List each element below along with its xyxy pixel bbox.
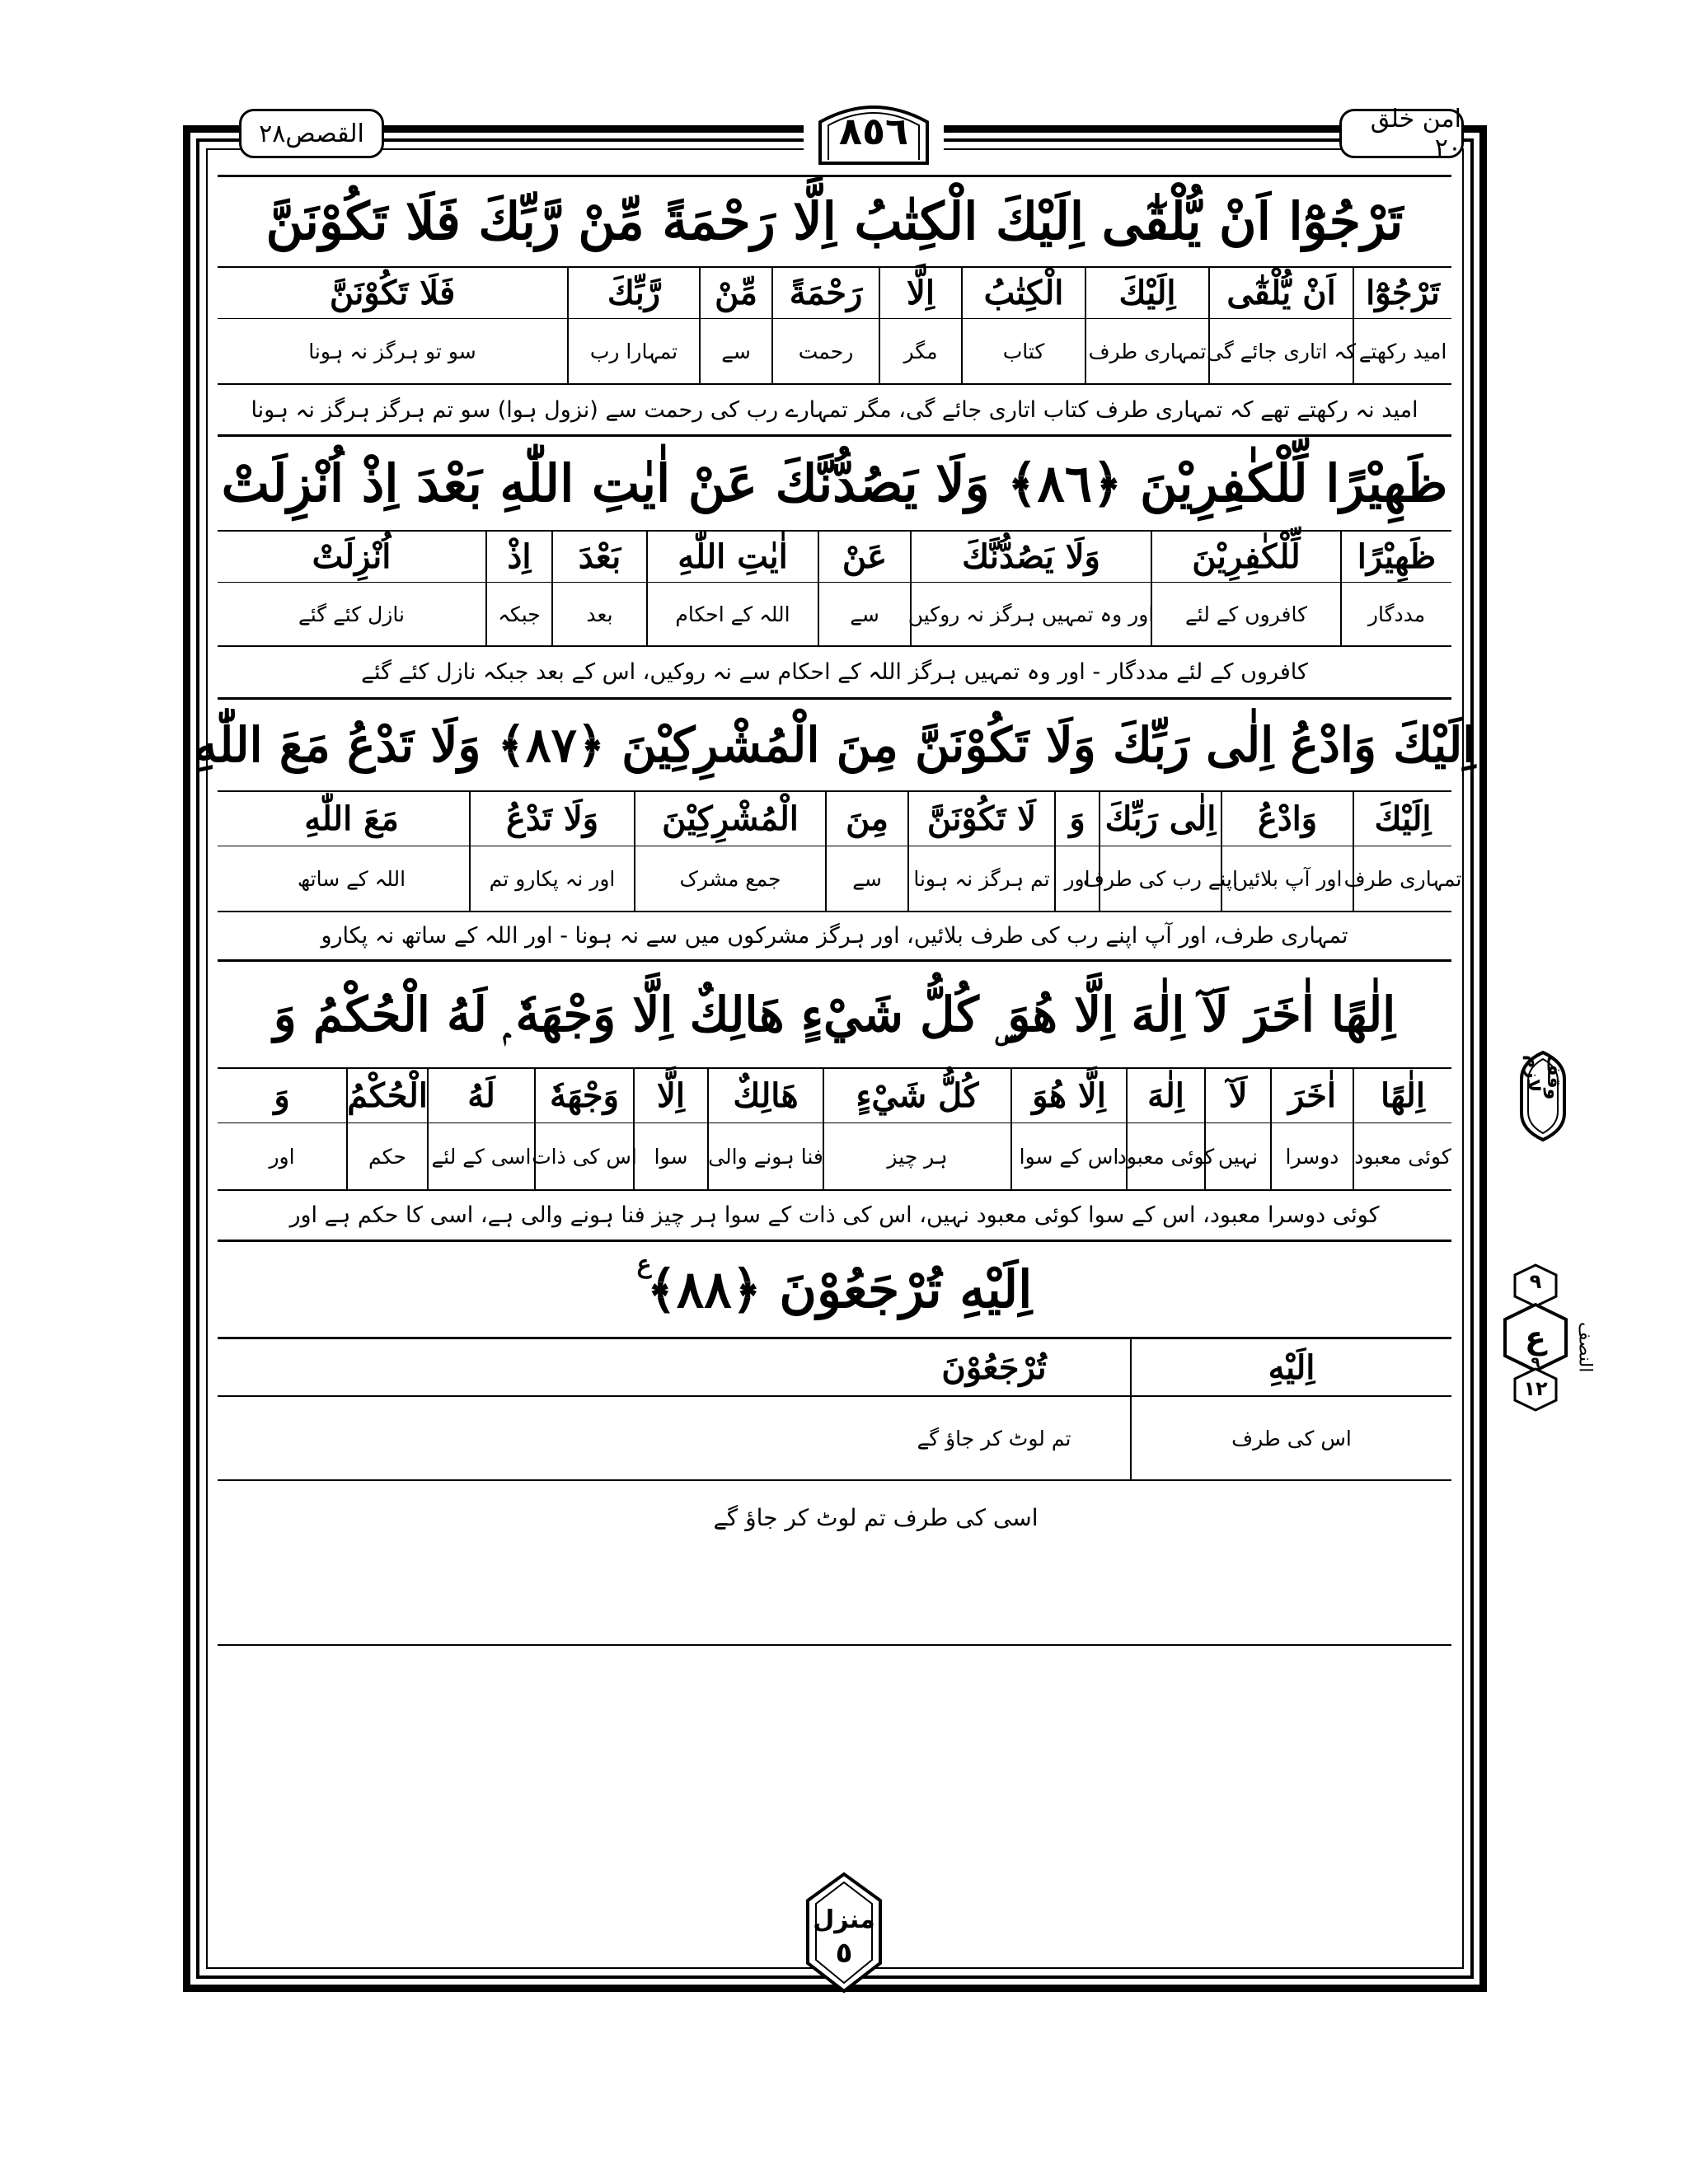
- word-cell: لِّلْكٰفِرِيْنَ: [1151, 532, 1340, 582]
- word-row: [218, 1339, 1451, 1397]
- meaning-cell: جمع مشرک: [634, 846, 825, 911]
- meaning-cell: اللہ کے احکام: [646, 583, 818, 645]
- meaning-cell: مگر: [879, 319, 961, 383]
- meaning-cell: سوا: [633, 1123, 707, 1189]
- meaning-cell: فنا ہونے والی: [707, 1123, 823, 1189]
- word-cell: وَ: [274, 1076, 290, 1115]
- meaning-cell: جبکہ: [485, 583, 551, 645]
- page-number-badge: [804, 97, 944, 170]
- meaning-cell: سے: [818, 583, 910, 645]
- meaning-cell: امید رکھتے: [1353, 319, 1451, 383]
- meaning-cell: اور نہ پکارو تم: [469, 846, 634, 911]
- meaning-row: [218, 319, 1451, 385]
- arabic-verse-line: [218, 1242, 1451, 1339]
- meaning-row: [218, 1123, 1451, 1191]
- word-cell: الْمُشْرِكِيْنَ: [634, 792, 825, 846]
- word-cell: الْكِتٰبُ: [961, 268, 1085, 318]
- word-cell: مَعَ اللّٰهِ: [304, 799, 399, 838]
- page-number: ٨٥٦: [838, 109, 909, 153]
- meaning-cell: اس کی طرف: [1130, 1397, 1451, 1479]
- translation-line: تمہاری طرف، اور آپ اپنے رب کی طرف بلائیں، اور ہرگز مشرکوں میں سے نہ ہونا - اور اللہ کے ساتھ نہ پکارو: [218, 912, 1451, 962]
- meaning-cell: اور: [269, 1144, 295, 1169]
- meaning-cell: سو تو ہرگز نہ ہونا: [308, 339, 476, 363]
- meaning-cell: دوسرا: [1270, 1123, 1353, 1189]
- translation-line: امید نہ رکھتے تھے کہ تمہاری طرف کتاب اتاری جائے گی، مگر تمہارے رب کی رحمت سے (نزول ہوا) سو تم ہرگز ہرگز نہ ہونا: [218, 385, 1451, 437]
- meaning-cell: سے: [699, 319, 771, 383]
- arabic-verse-line: تَرْجُوْٓا اَنْ يُّلْقٰٓى اِلَيْكَ الْكِتٰبُ اِلَّا رَحْمَةً مِّنْ رَّبِّكَ فَلَا تَكُوْنَنَّ: [218, 177, 1451, 268]
- word-cell: تَرْجُوْٓا: [1353, 268, 1451, 318]
- meaning-cell: اس کے سوا: [1010, 1123, 1126, 1189]
- word-cell: ظَهِيْرًا: [1340, 532, 1451, 582]
- empty-cell: [218, 1339, 858, 1395]
- word-cell: لَآ: [1204, 1069, 1270, 1122]
- word-cell: فَلَا تَكُوْنَنَّ: [329, 274, 456, 312]
- para-name-label: امن خلق ٢٠: [1339, 109, 1464, 158]
- surah-name-label: القصص٢٨: [239, 109, 384, 158]
- word-cell: لَهُ: [427, 1069, 534, 1122]
- meaning-cell: اسی کے لئے: [427, 1123, 534, 1189]
- meaning-cell: کہ اتاری جائے گی: [1208, 319, 1353, 383]
- meaning-cell: تمہاری طرف: [1085, 319, 1208, 383]
- translation-grid: [193, 175, 1476, 1646]
- word-row: [218, 1069, 1451, 1123]
- word-cell: وَ: [1054, 792, 1099, 846]
- ruku-badge: [1498, 1265, 1573, 1425]
- word-cell: اِلَيْكَ: [1353, 792, 1451, 846]
- meaning-cell: سے: [825, 846, 907, 911]
- meaning-cell: نہیں: [1204, 1123, 1270, 1189]
- manzil-badge: [798, 1871, 890, 1994]
- word-cell: اِلَيْكَ: [1085, 268, 1208, 318]
- ruku-sub: ٩: [1531, 1354, 1540, 1371]
- translation-line: کوئی دوسرا معبود، اس کے سوا کوئی معبود نہیں، اس کی ذات کے سوا ہر چیز فنا ہونے والی ہے، اسی کا حکم ہے اور: [218, 1191, 1451, 1242]
- meaning-cell: تمہاری طرف: [1353, 846, 1451, 911]
- meaning-cell: تمہارا رب: [567, 319, 699, 383]
- meaning-cell: کوئی معبود: [1353, 1123, 1451, 1189]
- manzil-number: ٥: [835, 1937, 853, 1970]
- word-cell: اُنْزِلَتْ: [312, 537, 392, 576]
- word-cell: اِلٰهًا: [1353, 1069, 1451, 1122]
- translation-line: اسی کی طرف تم لوٹ کر جاؤ گے: [713, 1503, 1039, 1531]
- meaning-cell: تم ہرگز نہ ہونا: [907, 846, 1054, 911]
- meaning-cell: رحمت: [771, 319, 879, 383]
- meaning-cell: حکم: [346, 1123, 427, 1189]
- word-cell: وَلَا تَدْعُ: [469, 792, 634, 846]
- final-verse-text: اِلَيْهِ تُرْجَعُوْنَ ﴿٨٨﴾: [646, 1258, 1033, 1319]
- word-cell: اَنْ يُّلْقٰٓى: [1208, 268, 1353, 318]
- word-cell: لَا تَكُوْنَنَّ: [907, 792, 1054, 846]
- meaning-cell: اس کی ذات: [534, 1123, 633, 1189]
- meaning-cell: ہر چیز: [823, 1123, 1010, 1189]
- ruku-top: ٩: [1529, 1270, 1542, 1293]
- arabic-verse-line: اِلَيْكَ وَادْعُ اِلٰى رَبِّكَ وَلَا تَكُوْنَنَّ مِنَ الْمُشْرِكِيْنَ ﴿٨٧﴾ وَلَا تَدْعُ مَعَ اللّٰهِ: [218, 700, 1451, 792]
- word-row: [218, 532, 1451, 583]
- word-cell: وَادْعُ: [1221, 792, 1353, 846]
- meaning-cell: اللہ کے ساتھ: [297, 866, 406, 891]
- word-cell: وَجْهَهٗ: [534, 1069, 633, 1122]
- meaning-cell: مددگار: [1340, 583, 1451, 645]
- waqf-label: وقف لازم: [1522, 1055, 1564, 1100]
- translation-line: کافروں کے لئے مددگار - اور وہ تمہیں ہرگز اللہ کے احکام سے نہ روکیں، اس کے بعد جبکہ نازل کئے گئے: [218, 647, 1451, 700]
- word-cell: اِلٰهَ: [1126, 1069, 1204, 1122]
- meaning-cell: نازل کئے گئے: [298, 602, 405, 626]
- word-cell: مِنَ: [825, 792, 907, 846]
- word-cell: اٰخَرَ: [1270, 1069, 1353, 1122]
- meaning-cell: کافروں کے لئے: [1151, 583, 1340, 645]
- word-cell: اِلَّا: [879, 268, 961, 318]
- meaning-row: [218, 1397, 1451, 1481]
- meaning-cell: اور آپ بلائیں: [1221, 846, 1353, 911]
- word-cell: وَلَا يَصُدُّنَّكَ: [910, 532, 1151, 582]
- empty-cell: [218, 1397, 858, 1479]
- word-cell: عَنْ: [818, 532, 910, 582]
- meaning-cell: اور: [1054, 846, 1099, 911]
- word-cell: هَالِكٌ: [707, 1069, 823, 1122]
- ruku-mark: ع: [636, 1249, 652, 1279]
- word-cell: اٰيٰتِ اللّٰهِ: [646, 532, 818, 582]
- arabic-verse-line: اِلٰهًا اٰخَرَ لَآ اِلٰهَ اِلَّا هُوَ ۣ كُلُّ شَيْءٍ هَالِكٌ اِلَّا وَجْهَهٗ ۭ لَهُ الْحُكْمُ وَ: [218, 962, 1451, 1069]
- word-cell: اِلَيْهِ: [1130, 1339, 1451, 1395]
- arabic-verse-line: ظَهِيْرًا لِّلْكٰفِرِيْنَ ﴿٨٦﴾ وَلَا يَصُدُّنَّكَ عَنْ اٰيٰتِ اللّٰهِ بَعْدَ اِذْ اُنْزِلَتْ: [218, 437, 1451, 532]
- word-cell: مِّنْ: [699, 268, 771, 318]
- word-cell: كُلُّ شَيْءٍ: [823, 1069, 1010, 1122]
- meaning-cell: بعد: [551, 583, 646, 645]
- word-cell: اِذْ: [485, 532, 551, 582]
- word-row: [218, 268, 1451, 319]
- meaning-row: [218, 846, 1462, 912]
- word-cell: اِلٰى رَبِّكَ: [1099, 792, 1221, 846]
- word-cell: تُرْجَعُوْنَ: [941, 1347, 1047, 1387]
- word-cell: اِلَّا: [633, 1069, 707, 1122]
- ruku-letter: ع: [1525, 1319, 1546, 1356]
- word-cell: الْحُكْمُ: [346, 1069, 427, 1122]
- meaning-cell: اپنے رب کی طرف: [1099, 846, 1221, 911]
- nisf-label: النصف: [1574, 1322, 1596, 1373]
- ruku-bottom: ١٢: [1523, 1377, 1548, 1400]
- meaning-cell: اور وہ تمہیں ہرگز نہ روکیں: [910, 583, 1151, 645]
- word-cell: رَحْمَةً: [771, 268, 879, 318]
- meaning-cell: کوئی معبود: [1126, 1123, 1204, 1189]
- meaning-cell: کتاب: [961, 319, 1085, 383]
- word-row: [218, 792, 1451, 846]
- word-cell: اِلَّا هُوَ: [1010, 1069, 1126, 1122]
- meaning-cell: تم لوٹ کر جاؤ گے: [917, 1426, 1071, 1451]
- manzil-label: منزل: [813, 1905, 875, 1934]
- word-cell: بَعْدَ: [551, 532, 646, 582]
- meaning-row: [218, 583, 1451, 647]
- word-cell: رَّبِّكَ: [567, 268, 699, 318]
